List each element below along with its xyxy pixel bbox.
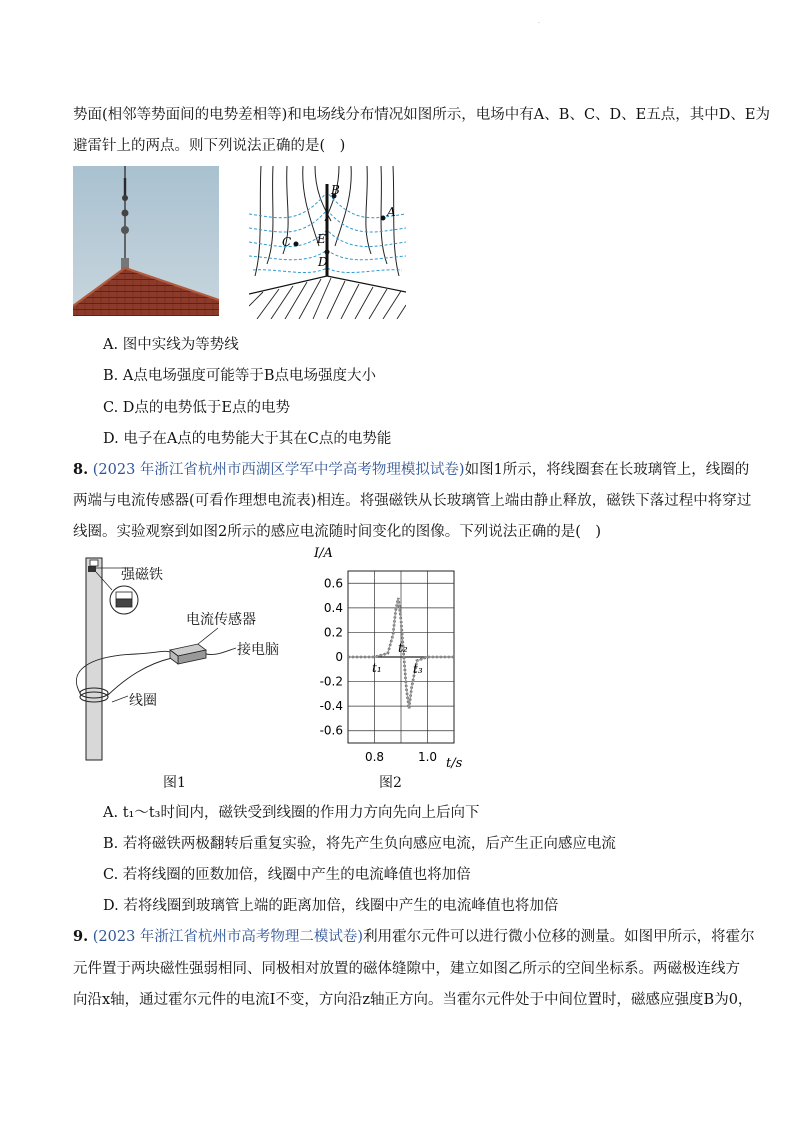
page-mark: · [538,20,540,27]
q8-option-b: B. 若将磁铁两极翻转后重复实验，将先产生负向感应电流，后产生正向感应电流 [103,836,616,852]
point-c-dot [294,242,299,247]
q9-number: 9. [73,928,89,945]
label-current-sensor: 电流传感器 [186,612,256,628]
q8-source: (2023 年浙江省杭州市西湖区学军中学高考物理模拟试卷) [92,462,465,478]
label-t2: t₂ [398,641,408,655]
chart-ylabel: I/A [314,546,333,561]
q7-option-d: D. 电子在A点的电势能大于其在C点的电势能 [103,431,392,447]
chart-xlabel: t/s [446,756,463,771]
figure-2-chart [304,545,474,773]
field-line-diagram [249,166,406,319]
chart-ytick-label: 0 [335,650,343,664]
q9-stem-line2: 元件置于两块磁性强弱相同、同极相对放置的磁体缝隙中，建立如图乙所示的空间坐标系。两磁极连线方 [73,961,740,977]
chart-xtick-label: 1.0 [417,750,438,764]
q7-option-a: A. 图中实线为等势线 [103,337,239,353]
q7-stem-line1: 势面(相邻等势面间的电势差相等)和电场线分布情况如图所示，电场中有A、B、C、D、E五点，其中D、E为 [73,107,770,123]
q9-source: (2023 年浙江省杭州市高考物理二模试卷) [92,929,364,945]
figure-1-caption: 图1 [163,775,186,791]
label-t1: t₁ [372,661,382,675]
q8-stem-line1 [73,458,749,479]
current-time-chart [304,545,474,773]
q8-option-a: A. t₁～t₃时间内，磁铁受到线圈的作用力方向先向上后向下 [103,805,480,821]
q8-option-d: D. 若将线圈到玻璃管上端的距离加倍，线圈中产生的电流峰值也将加倍 [103,898,559,914]
chart-ytick-label: -0.4 [319,699,343,714]
q8-stem-line1-text: 如图1所示，将线圈套在长玻璃管上，线圈的 [464,462,750,478]
label-e: E [317,232,326,246]
label-to-computer: 接电脑 [237,642,279,658]
label-d: D [318,255,328,269]
q8-stem-line2: 两端与电流传感器(可看作理想电流表)相连。将强磁铁从长玻璃管上端由静止释放，磁铁下落过程中将穿过 [73,493,752,509]
q8-option-c: C. 若将线圈的匝数加倍，线圈中产生的电流峰值也将加倍 [103,867,471,883]
label-t3: t₃ [413,662,423,676]
chart-xtick-label: 0.8 [364,750,385,764]
label-b: B [331,183,340,197]
q9-stem-line3: 向沿x轴，通过霍尔元件的电流I不变，方向沿z轴正方向。当霍尔元件处于中间位置时，磁感应强度B为0， [73,992,753,1008]
label-a: A [387,205,396,219]
q7-option-c: C. D点的电势低于E点的电势 [103,400,291,416]
point-e-dot [325,250,330,255]
q8-number: 8. [73,461,89,478]
label-strong-magnet: 强磁铁 [121,567,163,583]
q9-stem-line1-text: 利用霍尔元件可以进行微小位移的测量。如图甲所示，将霍尔 [363,929,755,945]
figure-2-caption: 图2 [379,775,402,791]
chart-ytick-label: 0.2 [323,625,343,640]
lightning-rod-photo [73,166,219,316]
q7-option-b: B. A点电场强度可能等于B点电场强度大小 [103,368,376,384]
q7-stem-line2: 避雷针上的两点。则下列说法正确的是( ) [73,138,346,154]
chart-ytick-label: 0.4 [323,600,343,615]
chart-ytick-label: 0.6 [323,576,343,591]
label-coil: 线圈 [129,693,157,709]
label-c: C [282,235,292,249]
chart-ytick-label: -0.6 [319,723,343,738]
chart-ytick-label: -0.2 [319,674,343,689]
figure-1-apparatus [66,552,296,772]
point-a-dot [381,216,386,221]
q8-stem-line3: 线圈。实验观察到如图2所示的感应电流随时间变化的图像。下列说法正确的是( ) [73,524,602,540]
q9-stem-line1 [73,925,755,946]
